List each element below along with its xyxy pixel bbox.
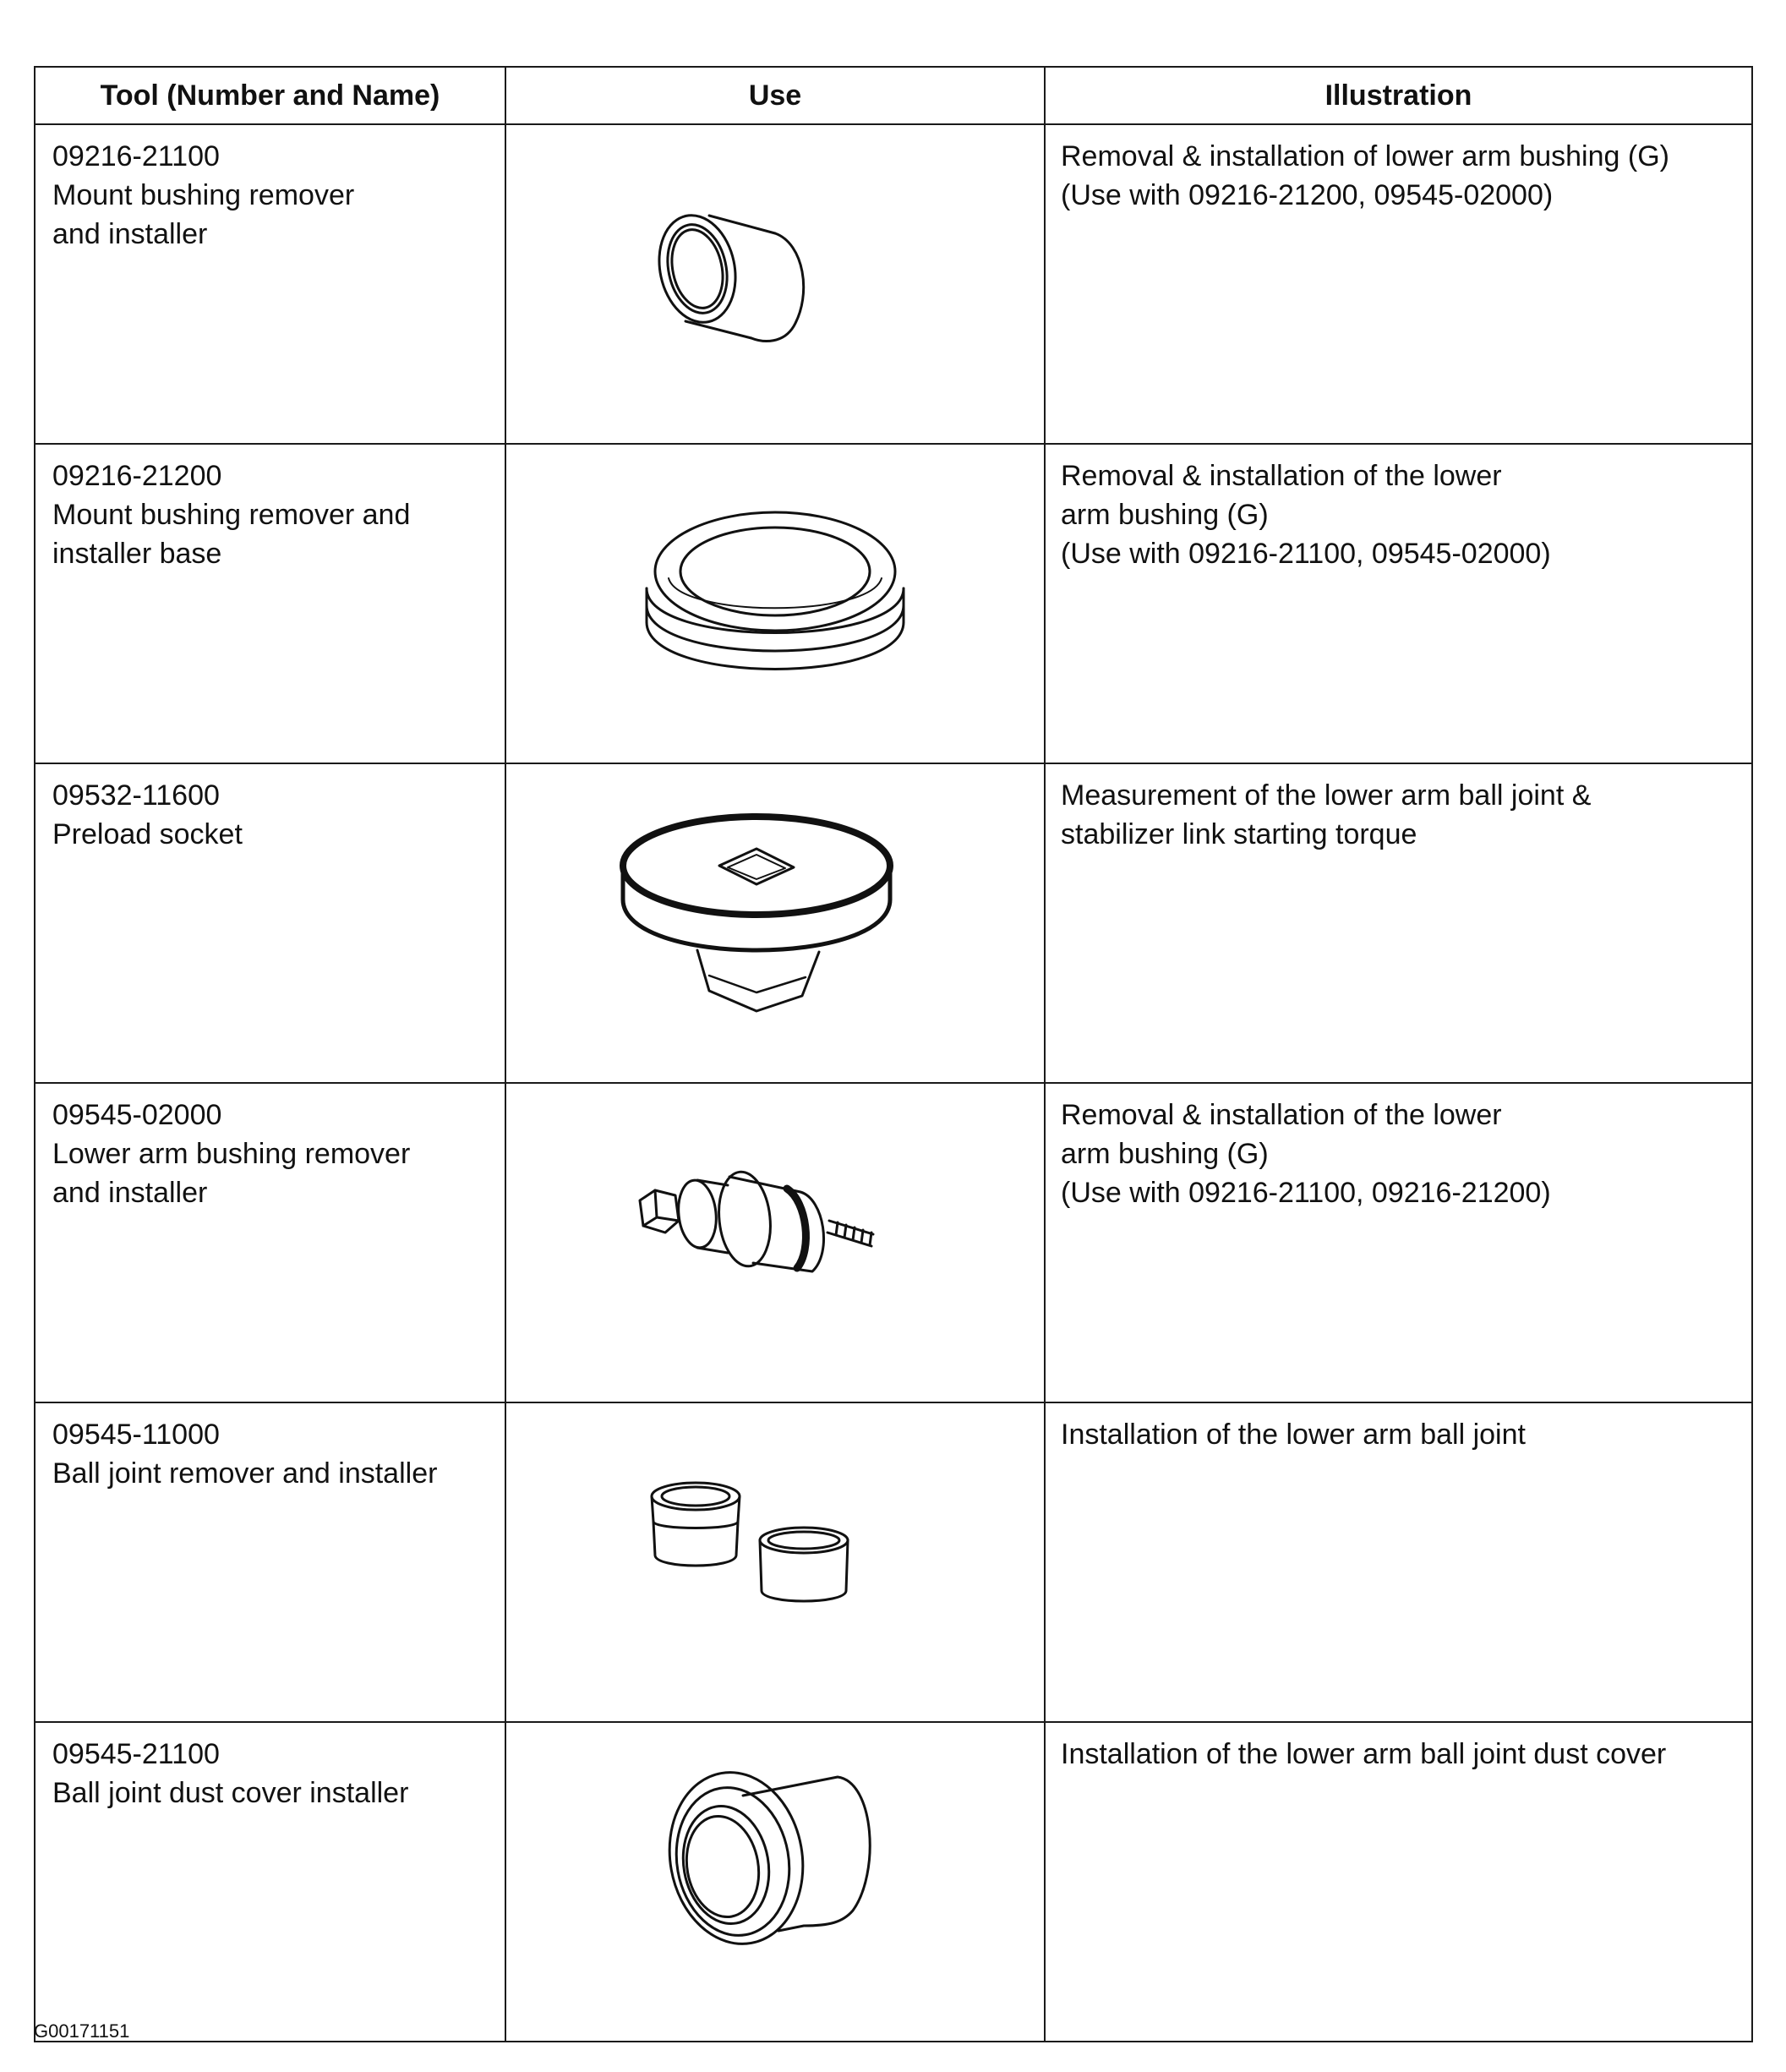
illustration-cell: [505, 1402, 1045, 1722]
tool-cell: [35, 763, 505, 1083]
illustration-cell: [505, 1722, 1045, 2042]
dust-cover-installer-icon: [506, 1723, 1046, 2027]
tool-number: 09545-11000: [52, 1419, 220, 1451]
header-illustration: Illustration: [1045, 67, 1752, 124]
tool-cell: [35, 1083, 505, 1402]
tool-cell: [35, 444, 505, 763]
description: Removal & installation of lower arm bushing (G) (Use with 09216-21200, 09545-02000): [1045, 124, 1752, 444]
table-header-row: [35, 67, 1752, 124]
tool-name: Ball joint dust cover installer: [52, 1777, 409, 1809]
table-row: [35, 444, 1752, 763]
table-row: [35, 1402, 1752, 1722]
figure-code: G00171151: [34, 2020, 130, 2042]
table-row: [35, 1083, 1752, 1402]
tool-number: 09216-21200: [52, 460, 222, 492]
description: Installation of the lower arm ball joint dust cover: [1045, 1722, 1752, 2042]
header-tool: Tool (Number and Name): [35, 67, 505, 124]
table-row: [35, 763, 1752, 1083]
description: Installation of the lower arm ball joint: [1045, 1402, 1752, 1722]
tool-number: 09545-21100: [52, 1738, 220, 1770]
installer-base-ring-icon: [506, 445, 1046, 749]
tool-name: Lower arm bushing remover and installer: [52, 1138, 411, 1209]
tool-cell: [35, 1402, 505, 1722]
illustration-cell: [505, 444, 1045, 763]
illustration-cell: [505, 124, 1045, 444]
tool-name: Mount bushing remover and installer base: [52, 499, 411, 570]
ball-joint-cups-icon: [506, 1403, 1046, 1708]
tool-number: 09532-11600: [52, 779, 220, 812]
table-row: [35, 1722, 1752, 2042]
illustration-cell: [505, 1083, 1045, 1402]
tool-number: 09545-02000: [52, 1099, 222, 1131]
tool-name: Mount bushing remover and installer: [52, 179, 355, 250]
bushing-puller-icon: [506, 1084, 1046, 1388]
tool-cell: [35, 124, 505, 444]
description: Removal & installation of the lower arm bushing (G) (Use with 09216-21100, 09216-21200): [1045, 1083, 1752, 1402]
illustration-cell: [505, 763, 1045, 1083]
table-row: [35, 124, 1752, 444]
description: Measurement of the lower arm ball joint & stabilizer link starting torque: [1045, 763, 1752, 1083]
description: Removal & installation of the lower arm bushing (G) (Use with 09216-21100, 09545-02000): [1045, 444, 1752, 763]
preload-socket-icon: [506, 764, 1046, 1069]
tool-number: 09216-21100: [52, 140, 220, 172]
bushing-sleeve-icon: [506, 125, 1046, 429]
special-tools-table: [34, 66, 1753, 2042]
tool-name: Preload socket: [52, 818, 243, 850]
tool-name: Ball joint remover and installer: [52, 1457, 438, 1490]
header-use: Use: [505, 67, 1045, 124]
tool-cell: [35, 1722, 505, 2042]
